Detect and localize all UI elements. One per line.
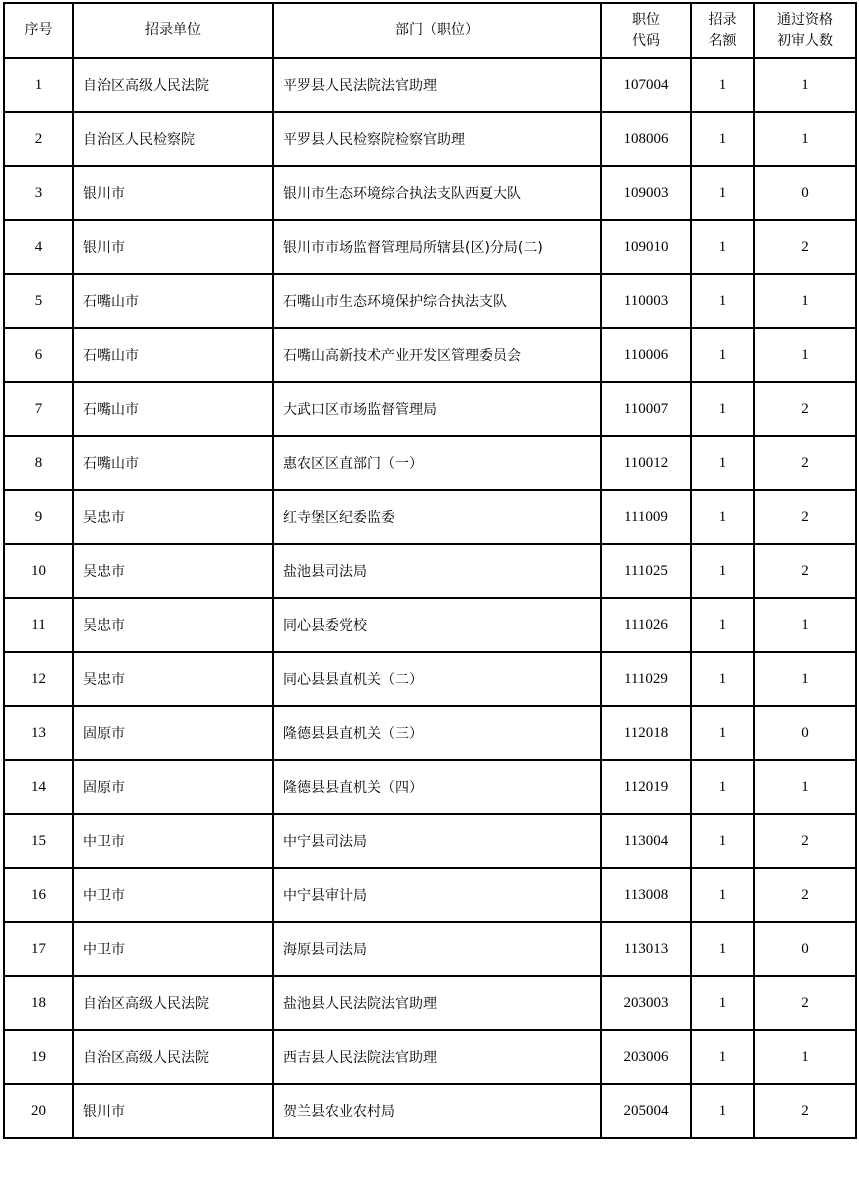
cell-quota: 1	[691, 760, 754, 814]
table-row	[4, 1084, 856, 1138]
cell-unit: 吴忠市	[73, 598, 273, 652]
cell-passed: 0	[754, 706, 856, 760]
cell-code: 108006	[601, 112, 691, 166]
cell-unit: 中卫市	[73, 922, 273, 976]
cell-code: 109010	[601, 220, 691, 274]
header-quota-line2: 名额	[708, 32, 737, 49]
cell-index: 8	[4, 436, 73, 490]
table-row	[4, 112, 856, 166]
cell-index: 16	[4, 868, 73, 922]
table-row	[4, 922, 856, 976]
cell-dept: 隆德县县直机关（三）	[273, 706, 601, 760]
cell-passed: 1	[754, 652, 856, 706]
cell-passed: 2	[754, 544, 856, 598]
cell-passed: 1	[754, 274, 856, 328]
cell-index: 1	[4, 58, 73, 112]
table-row	[4, 274, 856, 328]
cell-dept: 石嘴山市生态环境保护综合执法支队	[273, 274, 601, 328]
cell-code: 109003	[601, 166, 691, 220]
cell-passed: 0	[754, 166, 856, 220]
qualification-review-table	[3, 2, 857, 1139]
table-row	[4, 166, 856, 220]
cell-dept: 惠农区区直部门（一）	[273, 436, 601, 490]
table-row	[4, 814, 856, 868]
cell-quota: 1	[691, 922, 754, 976]
cell-quota: 1	[691, 166, 754, 220]
cell-unit: 中卫市	[73, 814, 273, 868]
table-row	[4, 598, 856, 652]
cell-unit: 银川市	[73, 220, 273, 274]
cell-unit: 中卫市	[73, 868, 273, 922]
cell-dept: 隆德县县直机关（四）	[273, 760, 601, 814]
cell-passed: 2	[754, 976, 856, 1030]
header-row	[4, 3, 856, 58]
cell-code: 111026	[601, 598, 691, 652]
cell-quota: 1	[691, 112, 754, 166]
header-passed	[754, 3, 856, 58]
cell-code: 203003	[601, 976, 691, 1030]
header-dept: 部门（职位）	[273, 3, 601, 58]
table-row	[4, 58, 856, 112]
cell-index: 14	[4, 760, 73, 814]
cell-code: 113004	[601, 814, 691, 868]
cell-quota: 1	[691, 598, 754, 652]
header-quota-line1: 招录	[708, 11, 737, 28]
cell-dept: 平罗县人民检察院检察官助理	[273, 112, 601, 166]
cell-dept: 同心县县直机关（二）	[273, 652, 601, 706]
cell-passed: 1	[754, 328, 856, 382]
cell-dept: 银川市市场监督管理局所辖县(区)分局(二)	[273, 220, 601, 274]
cell-index: 9	[4, 490, 73, 544]
cell-passed: 0	[754, 922, 856, 976]
cell-unit: 石嘴山市	[73, 328, 273, 382]
table-row	[4, 976, 856, 1030]
cell-quota: 1	[691, 868, 754, 922]
cell-dept: 盐池县司法局	[273, 544, 601, 598]
cell-code: 112019	[601, 760, 691, 814]
cell-passed: 1	[754, 1030, 856, 1084]
table-row	[4, 436, 856, 490]
cell-quota: 1	[691, 490, 754, 544]
cell-unit: 吴忠市	[73, 490, 273, 544]
table-row	[4, 382, 856, 436]
table-row	[4, 328, 856, 382]
cell-unit: 石嘴山市	[73, 436, 273, 490]
cell-unit: 银川市	[73, 166, 273, 220]
cell-dept: 盐池县人民法院法官助理	[273, 976, 601, 1030]
cell-unit: 银川市	[73, 1084, 273, 1138]
cell-code: 112018	[601, 706, 691, 760]
cell-unit: 自治区高级人民法院	[73, 58, 273, 112]
header-passed-line1: 通过资格	[777, 11, 833, 28]
cell-code: 110003	[601, 274, 691, 328]
cell-index: 15	[4, 814, 73, 868]
cell-unit: 自治区高级人民法院	[73, 1030, 273, 1084]
cell-index: 10	[4, 544, 73, 598]
header-code-line2: 代码	[632, 32, 660, 49]
cell-dept: 贺兰县农业农村局	[273, 1084, 601, 1138]
cell-dept: 同心县委党校	[273, 598, 601, 652]
cell-passed: 1	[754, 760, 856, 814]
cell-passed: 1	[754, 598, 856, 652]
cell-unit: 石嘴山市	[73, 274, 273, 328]
cell-passed: 2	[754, 490, 856, 544]
table-row	[4, 1030, 856, 1084]
cell-code: 203006	[601, 1030, 691, 1084]
cell-dept: 平罗县人民法院法官助理	[273, 58, 601, 112]
header-unit: 招录单位	[73, 3, 273, 58]
cell-quota: 1	[691, 274, 754, 328]
cell-dept: 石嘴山高新技术产业开发区管理委员会	[273, 328, 601, 382]
table-row	[4, 490, 856, 544]
cell-passed: 2	[754, 868, 856, 922]
cell-unit: 石嘴山市	[73, 382, 273, 436]
cell-quota: 1	[691, 328, 754, 382]
cell-index: 4	[4, 220, 73, 274]
table-body	[4, 58, 856, 1138]
cell-dept: 大武口区市场监督管理局	[273, 382, 601, 436]
header-code	[601, 3, 691, 58]
table-row	[4, 652, 856, 706]
header-index: 序号	[4, 3, 73, 58]
cell-quota: 1	[691, 652, 754, 706]
header-quota	[691, 3, 754, 58]
cell-code: 113013	[601, 922, 691, 976]
cell-index: 2	[4, 112, 73, 166]
table-row	[4, 706, 856, 760]
cell-quota: 1	[691, 814, 754, 868]
header-passed-line2: 初审人数	[777, 32, 833, 49]
cell-code: 111009	[601, 490, 691, 544]
cell-index: 3	[4, 166, 73, 220]
cell-quota: 1	[691, 58, 754, 112]
cell-dept: 中宁县审计局	[273, 868, 601, 922]
cell-passed: 2	[754, 1084, 856, 1138]
cell-index: 7	[4, 382, 73, 436]
cell-index: 6	[4, 328, 73, 382]
cell-index: 20	[4, 1084, 73, 1138]
cell-index: 5	[4, 274, 73, 328]
table-row	[4, 220, 856, 274]
table-row	[4, 544, 856, 598]
cell-code: 111029	[601, 652, 691, 706]
cell-unit: 固原市	[73, 706, 273, 760]
cell-unit: 吴忠市	[73, 652, 273, 706]
cell-code: 111025	[601, 544, 691, 598]
cell-code: 107004	[601, 58, 691, 112]
cell-code: 110007	[601, 382, 691, 436]
cell-unit: 固原市	[73, 760, 273, 814]
cell-dept: 西吉县人民法院法官助理	[273, 1030, 601, 1084]
cell-code: 110012	[601, 436, 691, 490]
header-code-line1: 职位	[632, 11, 660, 28]
cell-dept: 中宁县司法局	[273, 814, 601, 868]
cell-passed: 2	[754, 436, 856, 490]
cell-dept: 海原县司法局	[273, 922, 601, 976]
table-row	[4, 760, 856, 814]
cell-passed: 2	[754, 220, 856, 274]
cell-passed: 2	[754, 382, 856, 436]
cell-quota: 1	[691, 976, 754, 1030]
cell-quota: 1	[691, 1084, 754, 1138]
cell-dept: 银川市生态环境综合执法支队西夏大队	[273, 166, 601, 220]
cell-quota: 1	[691, 706, 754, 760]
cell-index: 18	[4, 976, 73, 1030]
table-row	[4, 868, 856, 922]
cell-quota: 1	[691, 220, 754, 274]
cell-index: 17	[4, 922, 73, 976]
cell-passed: 1	[754, 112, 856, 166]
cell-quota: 1	[691, 1030, 754, 1084]
cell-quota: 1	[691, 436, 754, 490]
cell-index: 11	[4, 598, 73, 652]
cell-quota: 1	[691, 544, 754, 598]
cell-index: 19	[4, 1030, 73, 1084]
cell-quota: 1	[691, 382, 754, 436]
cell-dept: 红寺堡区纪委监委	[273, 490, 601, 544]
cell-passed: 2	[754, 814, 856, 868]
cell-passed: 1	[754, 58, 856, 112]
cell-code: 110006	[601, 328, 691, 382]
cell-unit: 自治区人民检察院	[73, 112, 273, 166]
cell-index: 12	[4, 652, 73, 706]
cell-unit: 吴忠市	[73, 544, 273, 598]
cell-index: 13	[4, 706, 73, 760]
cell-unit: 自治区高级人民法院	[73, 976, 273, 1030]
cell-code: 205004	[601, 1084, 691, 1138]
cell-code: 113008	[601, 868, 691, 922]
